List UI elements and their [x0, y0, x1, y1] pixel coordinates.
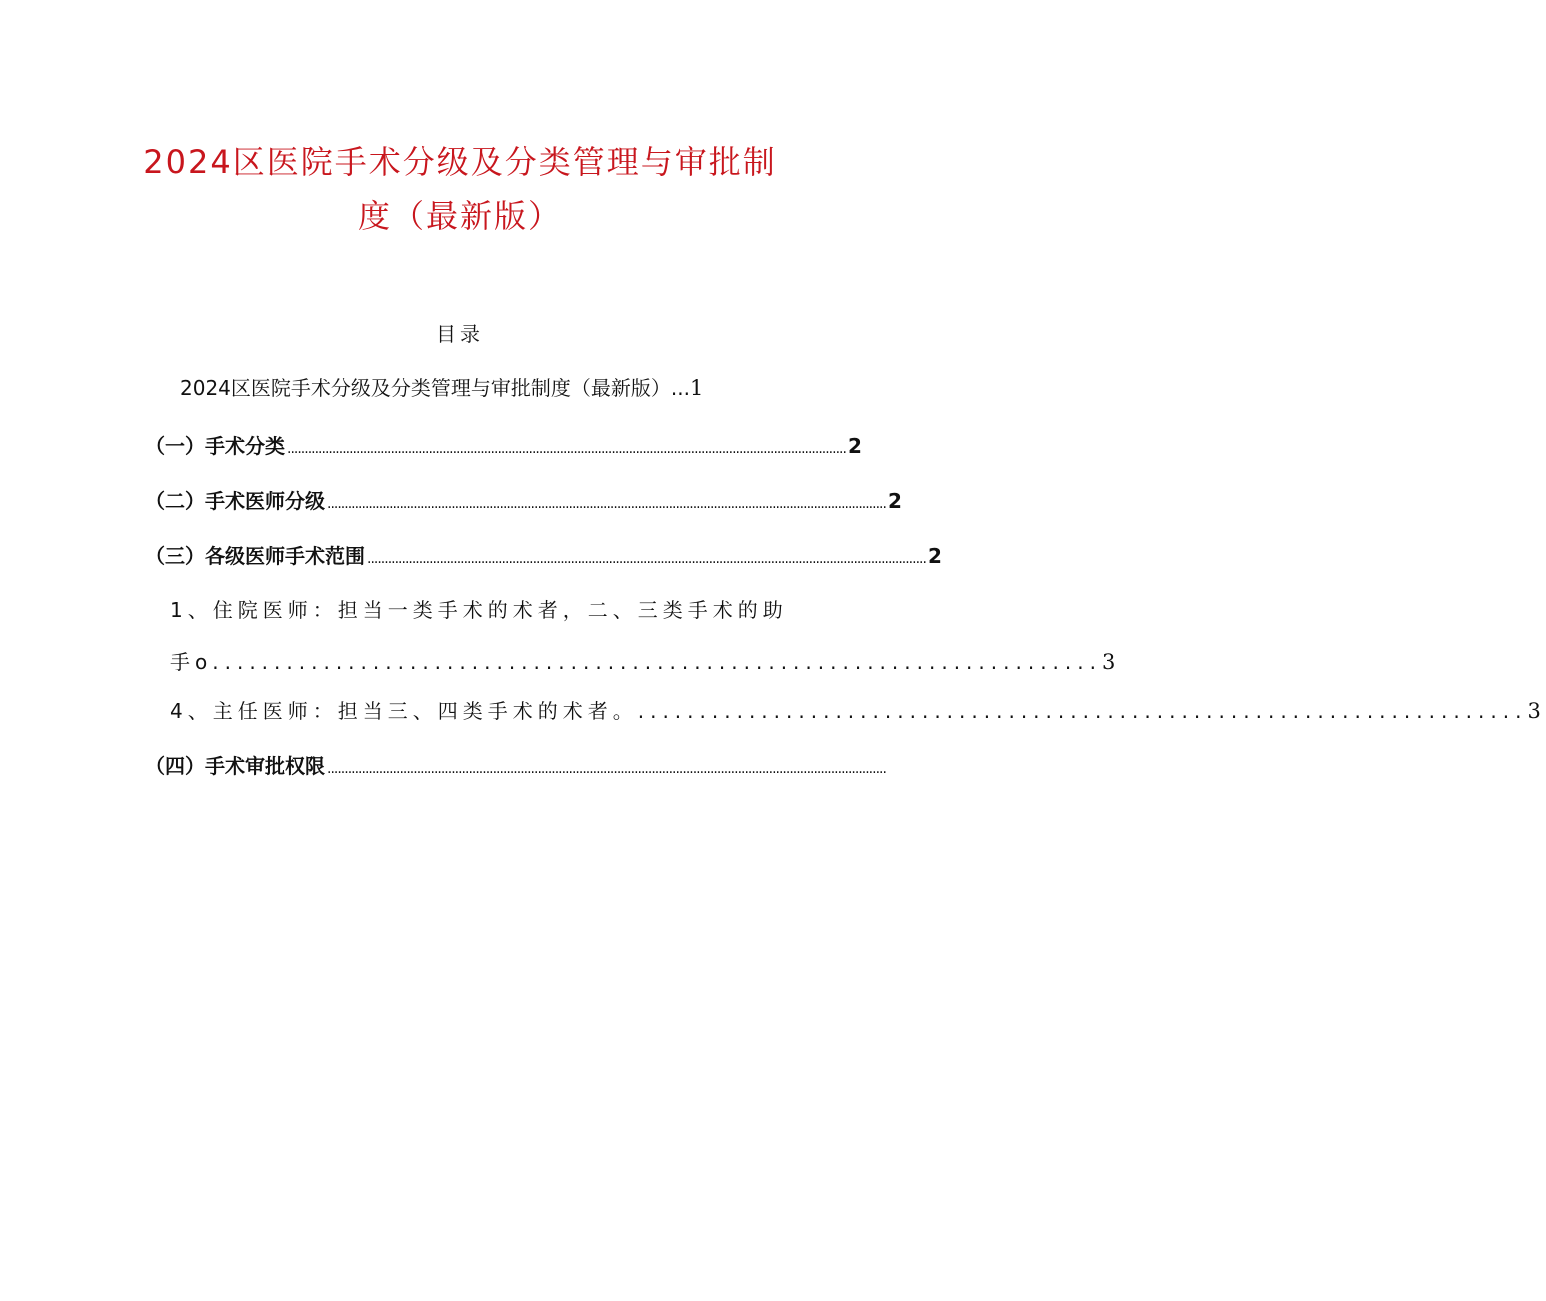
toc-entry-subsection-1-line1[interactable]: 1、住院医师：担当一类手术的术者，二、三类手术的助: [170, 598, 788, 622]
toc-entry-subsection-2[interactable]: [170, 695, 1546, 724]
toc-dot-leader: ........................................................................: [212, 650, 1102, 674]
toc-entry-label: （四）手术审批权限: [145, 754, 325, 778]
toc-page-number: 1: [689, 376, 704, 400]
toc-entry-section-4[interactable]: [145, 750, 886, 779]
toc-page-number: 2: [887, 489, 902, 513]
toc-entry-label: （三）各级医师手术范围: [145, 544, 365, 568]
document-title: 2024区医院手术分级及分类管理与审批制度（最新版）: [143, 143, 777, 235]
toc-entry-section-1[interactable]: [145, 430, 862, 459]
toc-dot-leader: ..................................................................................................................................................................: [327, 496, 886, 512]
toc-heading: 目录: [436, 322, 484, 346]
toc-page-number: 2: [847, 434, 862, 458]
toc-page-number: 2: [927, 544, 942, 568]
toc-dot-leader: ..................................................................................................................................................................: [287, 441, 846, 457]
toc-entry-label: 2024区医院手术分级及分类管理与审批制度（最新版）: [180, 376, 671, 400]
toc-entry-label: （二）手术医师分级: [145, 489, 325, 513]
toc-dot-leader: ........................................................................: [637, 699, 1528, 723]
toc-dot-leader: ..................................................................................................................................................................: [367, 551, 926, 567]
toc-page-number: 3: [1101, 650, 1121, 674]
toc-entry-subsection-1-line2[interactable]: [170, 646, 1121, 675]
toc-entry-label: 4、主任医师：担当三、四类手术的术者。: [170, 699, 638, 723]
toc-entry-section-3[interactable]: [145, 540, 942, 569]
toc-page-number: 3: [1527, 699, 1546, 723]
toc-leader: ...: [670, 376, 690, 400]
toc-entry-section-2[interactable]: [145, 485, 902, 514]
toc-entry-label: （一）手术分类: [145, 434, 285, 458]
toc-dot-leader: ..................................................................................................................................................................: [327, 761, 886, 777]
toc-entry-main[interactable]: [180, 372, 703, 401]
toc-entry-label: 手o: [170, 650, 213, 674]
